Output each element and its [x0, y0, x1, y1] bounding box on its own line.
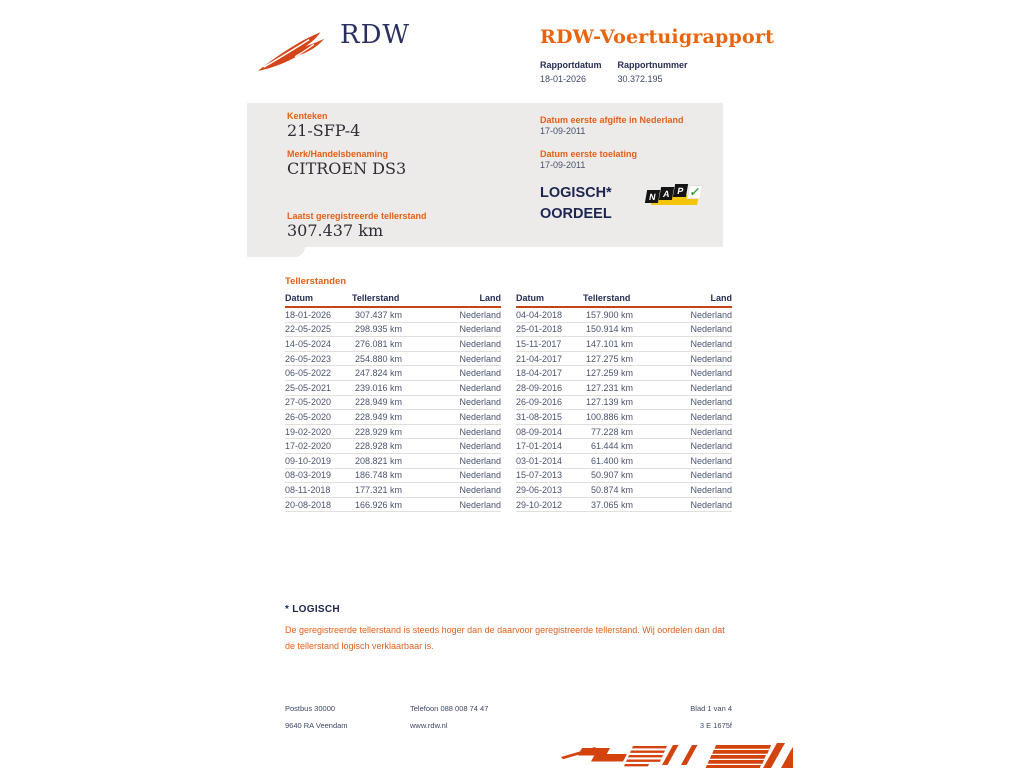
tellerstand-cell: 247.824 km	[352, 366, 402, 381]
tellerstand-cell: 254.880 km	[352, 351, 402, 366]
datum-cell: 14-05-2024	[285, 337, 352, 352]
afgifte-label: Datum eerste afgifte in Nederland	[540, 115, 684, 125]
tellerstand-row	[516, 380, 732, 395]
report-title: RDW-Voertuigrapport	[540, 26, 775, 48]
tellerstand-row	[516, 337, 732, 352]
tellerstanden-title: Tellerstanden	[285, 276, 347, 287]
tellerstand-cell: 127.231 km	[583, 380, 633, 395]
datum-cell: 31-08-2015	[516, 410, 583, 425]
rdw-logo-text: RDW	[340, 20, 411, 50]
datum-cell: 03-01-2014	[516, 453, 583, 468]
tellerstand-row	[285, 380, 501, 395]
tellerstand-row	[285, 366, 501, 381]
tellerstand-row	[285, 395, 501, 410]
page-footer	[285, 700, 732, 734]
report-date-label: Rapportdatum	[540, 60, 602, 70]
land-header: Land	[633, 293, 732, 307]
datum-cell: 27-05-2020	[285, 395, 352, 410]
land-cell: Nederland	[402, 395, 501, 410]
tellerstand-cell: 61.444 km	[583, 439, 633, 454]
land-cell: Nederland	[633, 322, 732, 337]
tellerstand-row	[516, 322, 732, 337]
footer-form-code: 3 E 1675f	[699, 721, 732, 730]
land-cell: Nederland	[402, 439, 501, 454]
datum-cell: 18-01-2026	[285, 307, 352, 322]
land-cell: Nederland	[402, 424, 501, 439]
tellerstand-row	[285, 424, 501, 439]
nap-letter-a: A	[659, 187, 674, 200]
tellerstand-cell: 127.275 km	[583, 351, 633, 366]
tellerstand-row	[516, 395, 732, 410]
tellerstand-cell: 127.259 km	[583, 366, 633, 381]
land-cell: Nederland	[402, 322, 501, 337]
land-cell: Nederland	[633, 453, 732, 468]
datum-cell: 29-06-2013	[516, 483, 583, 498]
tellerstand-cell: 150.914 km	[583, 322, 633, 337]
footer-contact	[410, 700, 690, 734]
tellerstand-cell: 228.949 km	[352, 395, 402, 410]
tellerstand-cell: 228.928 km	[352, 439, 402, 454]
tellerstand-value: 307.437 km	[287, 221, 384, 240]
toelating-label: Datum eerste toelating	[540, 149, 638, 159]
datum-cell: 29-10-2012	[516, 497, 583, 512]
footer-page-info	[690, 700, 732, 734]
report-number-value: 30.372.195	[617, 74, 663, 84]
tellerstand-row	[285, 453, 501, 468]
land-cell: Nederland	[633, 424, 732, 439]
rdw-stripes-decoration-icon	[561, 737, 793, 768]
datum-cell: 08-09-2014	[516, 424, 583, 439]
footer-address	[285, 700, 410, 734]
tellerstand-cell: 177.321 km	[352, 483, 402, 498]
kenteken-value: 21-SFP-4	[287, 121, 361, 140]
panel-corner-tab	[247, 246, 305, 257]
tellerstand-row	[285, 322, 501, 337]
land-cell: Nederland	[633, 395, 732, 410]
tellerstand-cell: 100.886 km	[583, 410, 633, 425]
oordeel-line2: OORDEEL	[540, 206, 612, 222]
tellerstand-cell: 307.437 km	[352, 307, 402, 322]
logisch-footnote	[285, 604, 737, 654]
land-cell: Nederland	[402, 410, 501, 425]
tellerstand-cell: 239.016 km	[352, 380, 402, 395]
land-cell: Nederland	[633, 410, 732, 425]
table-header-row	[285, 293, 501, 307]
tellerstand-row	[285, 337, 501, 352]
land-cell: Nederland	[402, 453, 501, 468]
tellerstand-row	[516, 366, 732, 381]
tellerstand-row	[516, 439, 732, 454]
tellerstand-row	[516, 410, 732, 425]
footer-address-line2: 9640 RA Veendam	[285, 721, 348, 730]
footer-page-label: Blad 1 van 4	[690, 704, 732, 713]
tellerstand-header: Tellerstand	[352, 293, 402, 307]
land-cell: Nederland	[633, 366, 732, 381]
tellerstand-cell: 276.081 km	[352, 337, 402, 352]
kenteken-label: Kenteken	[287, 111, 328, 121]
nap-logo	[646, 183, 704, 211]
land-cell: Nederland	[402, 337, 501, 352]
land-cell: Nederland	[633, 351, 732, 366]
tellerstand-cell: 50.874 km	[583, 483, 633, 498]
datum-cell: 26-09-2016	[516, 395, 583, 410]
tellerstanden-table-left	[285, 293, 501, 512]
tellerstand-header: Tellerstand	[583, 293, 633, 307]
nap-checkmark-icon: ✓	[688, 185, 702, 199]
datum-cell: 15-11-2017	[516, 337, 583, 352]
tellerstand-cell: 228.949 km	[352, 410, 402, 425]
tellerstand-row	[516, 453, 732, 468]
report-date-value: 18-01-2026	[540, 74, 587, 84]
datum-cell: 19-02-2020	[285, 424, 352, 439]
tellerstand-cell: 186.748 km	[352, 468, 402, 483]
tellerstand-row	[285, 351, 501, 366]
oordeel-line1: LOGISCH*	[540, 185, 612, 201]
datum-cell: 09-10-2019	[285, 453, 352, 468]
footer-address-line1: Postbus 30000	[285, 704, 336, 713]
oordeel-verdict	[540, 183, 612, 225]
merk-value: CITROEN DS3	[287, 159, 407, 178]
tellerstand-row	[516, 307, 732, 322]
tellerstand-row	[285, 483, 501, 498]
datum-cell: 08-03-2019	[285, 468, 352, 483]
land-cell: Nederland	[402, 497, 501, 512]
table-header-row	[516, 293, 732, 307]
tellerstand-row	[285, 468, 501, 483]
datum-cell: 28-09-2016	[516, 380, 583, 395]
datum-cell: 22-05-2025	[285, 322, 352, 337]
footnote-heading: * LOGISCH	[285, 604, 340, 615]
tellerstand-cell: 208.821 km	[352, 453, 402, 468]
tellerstand-cell: 166.926 km	[352, 497, 402, 512]
toelating-value: 17-09-2011	[540, 160, 586, 170]
tellerstand-cell: 61.400 km	[583, 453, 633, 468]
datum-cell: 25-05-2021	[285, 380, 352, 395]
afgifte-value: 17-09-2011	[540, 126, 586, 136]
datum-cell: 25-01-2018	[516, 322, 583, 337]
report-number-label: Rapportnummer	[617, 60, 688, 70]
land-cell: Nederland	[633, 439, 732, 454]
tellerstand-row	[516, 483, 732, 498]
land-header: Land	[402, 293, 501, 307]
land-cell: Nederland	[402, 468, 501, 483]
land-cell: Nederland	[633, 483, 732, 498]
footer-phone: Telefoon 088 008 74 47	[410, 704, 489, 713]
land-cell: Nederland	[633, 307, 732, 322]
datum-cell: 17-01-2014	[516, 439, 583, 454]
tellerstand-cell: 298.935 km	[352, 322, 402, 337]
nap-letter-p: P	[673, 184, 688, 197]
tellerstand-row	[285, 307, 501, 322]
land-cell: Nederland	[633, 468, 732, 483]
merk-label: Merk/Handelsbenaming	[287, 149, 389, 159]
datum-header: Datum	[285, 293, 352, 307]
datum-header: Datum	[516, 293, 583, 307]
land-cell: Nederland	[633, 380, 732, 395]
rdw-logo	[257, 20, 410, 73]
land-cell: Nederland	[633, 337, 732, 352]
report-number-block	[618, 60, 688, 84]
tellerstand-cell: 228.929 km	[352, 424, 402, 439]
datum-cell: 26-05-2023	[285, 351, 352, 366]
vehicle-panel	[247, 103, 723, 247]
tellerstand-cell: 147.101 km	[583, 337, 633, 352]
datum-cell: 26-05-2020	[285, 410, 352, 425]
tellerstand-row	[285, 439, 501, 454]
tellerstand-row	[516, 424, 732, 439]
tellerstand-label: Laatst geregistreerde tellerstand	[287, 211, 427, 221]
land-cell: Nederland	[402, 307, 501, 322]
tellerstand-cell: 50.907 km	[583, 468, 633, 483]
tellerstand-row	[285, 497, 501, 512]
datum-cell: 15-07-2013	[516, 468, 583, 483]
land-cell: Nederland	[633, 497, 732, 512]
rdw-feather-icon	[257, 31, 331, 73]
tellerstand-row	[516, 351, 732, 366]
tellerstand-cell: 77.228 km	[583, 424, 633, 439]
tellerstanden-table-right	[516, 293, 732, 512]
nap-letter-n: N	[645, 190, 660, 203]
tellerstand-row	[285, 410, 501, 425]
tellerstand-row	[516, 497, 732, 512]
title-block	[540, 26, 800, 84]
land-cell: Nederland	[402, 380, 501, 395]
land-cell: Nederland	[402, 351, 501, 366]
tellerstand-row	[516, 468, 732, 483]
tellerstand-cell: 37.065 km	[583, 497, 633, 512]
footer-website: www.rdw.nl	[410, 721, 448, 730]
land-cell: Nederland	[402, 483, 501, 498]
land-cell: Nederland	[402, 366, 501, 381]
tellerstand-cell: 127.139 km	[583, 395, 633, 410]
report-date-block	[540, 60, 602, 84]
datum-cell: 20-08-2018	[285, 497, 352, 512]
datum-cell: 08-11-2018	[285, 483, 352, 498]
datum-cell: 04-04-2018	[516, 307, 583, 322]
datum-cell: 06-05-2022	[285, 366, 352, 381]
footnote-text: De geregistreerde tellerstand is steeds hoger dan de daarvoor geregistreerde tellerstand. Wij oordelen dan dat de tellerstand logisch verklaarbaar is.	[285, 625, 725, 651]
tellerstanden-section	[285, 276, 732, 512]
tellerstand-cell: 157.900 km	[583, 307, 633, 322]
datum-cell: 18-04-2017	[516, 366, 583, 381]
datum-cell: 21-04-2017	[516, 351, 583, 366]
datum-cell: 17-02-2020	[285, 439, 352, 454]
